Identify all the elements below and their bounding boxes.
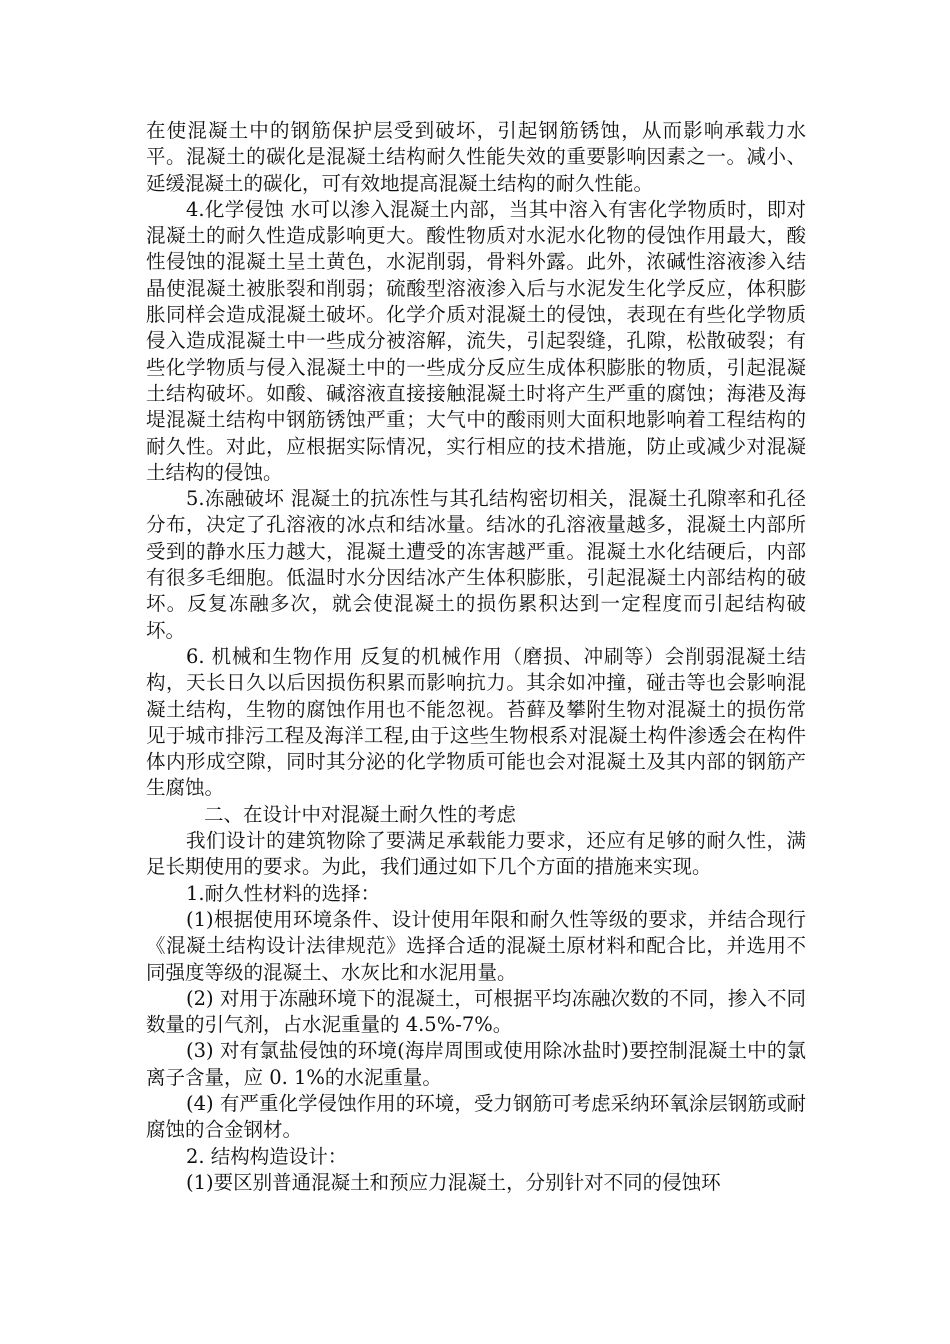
- document-body: [146, 118, 806, 1196]
- list-item-material-3: (3) 对有氯盐侵蚀的环境(海岸周围或使用除冰盐时)要控制混凝土中的氯离子含量，应 0. 1%的水泥重量。: [146, 1039, 806, 1089]
- paragraph-freeze-thaw: 5.冻融破坏 混凝土的抗冻性与其孔结构密切相关，混凝土孔隙率和孔径分布，决定了孔溶液的冰点和结冰量。结冰的孔溶液量越多，混凝土内部所受到的静水压力越大，混凝土遭受的冻害越严重。混凝土水化结硬后，内部有很多毛细胞。低温时水分因结冰产生体积膨胀，引起混凝土内部结构的破坏。反复冻融多次，就会使混凝土的损伤累积达到一定程度而引起结构破坏。: [146, 487, 806, 642]
- list-item-material-1: (1)根据使用环境条件、设计使用年限和耐久性等级的要求，并结合现行《混凝土结构设计法律规范》选择合适的混凝土原材料和配合比，并选用不同强度等级的混凝土、水灰比和水泥用量。: [146, 907, 806, 984]
- paragraph-mechanical-biological: 6. 机械和生物作用 反复的机械作用（磨损、冲刷等）会削弱混凝土结构，天长日久以后因损伤积累而影响抗力。其余如冲撞，碰击等也会影响混凝土结构，生物的腐蚀作用也不能忽视。苔藓及攀附生物对混凝土的损伤常见于城市排污工程及海洋工程,由于这些生物根系对混凝土构件渗透会在构件体内形成空隙，同时其分泌的化学物质可能也会对混凝土及其内部的钢筋产生腐蚀。: [146, 644, 806, 800]
- list-item-structural-1: (1)要区别普通混凝土和预应力混凝土，分别针对不同的侵蚀环: [186, 1170, 721, 1194]
- paragraph-design-intro: 我们设计的建筑物除了要满足承载能力要求，还应有足够的耐久性，满足长期使用的要求。为此，我们通过如下几个方面的措施来实现。: [146, 829, 806, 879]
- subheading-structural-design: 2. 结构构造设计：: [186, 1144, 348, 1168]
- subheading-material-selection: 1.耐久性材料的选择：: [186, 881, 381, 905]
- list-item-material-2: (2) 对用于冻融环境下的混凝土，可根据平均冻融次数的不同，掺入不同数量的引气剂，占水泥重量的 4.5%-7%。: [146, 986, 806, 1037]
- list-item-material-4: (4) 有严重化学侵蚀作用的环境，受力钢筋可考虑采纳环氧涂层钢筋或耐腐蚀的合金钢材。: [146, 1091, 806, 1142]
- section-heading-design: 二、在设计中对混凝土耐久性的考虑: [204, 802, 517, 826]
- paragraph-chemical-erosion: 4.化学侵蚀 水可以渗入混凝土内部，当其中溶入有害化学物质时，即对混凝土的耐久性造成影响更大。酸性物质对水泥水化物的侵蚀作用最大，酸性侵蚀的混凝土呈土黄色，水泥削弱，骨料外露。此外，浓碱性溶液渗入结晶使混凝土被胀裂和削弱；硫酸型溶液渗入后与水泥发生化学反应，体积膨胀同样会造成混凝土破坏。化学介质对混凝土的侵蚀，表现在有些化学物质侵入造成混凝土中一些成分被溶解，流失，引起裂缝，孔隙，松散破裂；有些化学物质与侵入混凝土中的一些成分反应生成体积膨胀的物质，引起混凝土结构破坏。如酸、碱溶液直接接触混凝土时将产生严重的腐蚀；海港及海堤混凝土结构中钢筋锈蚀严重；大气中的酸雨则大面积地影响着工程结构的耐久性。对此，应根据实际情况，实行相应的技术措施，防止或减少对混凝土结构的侵蚀。: [146, 197, 806, 484]
- paragraph-carbonation-continued: 在使混凝土中的钢筋保护层受到破坏，引起钢筋锈蚀，从而影响承载力水平。混凝土的碳化是混凝土结构耐久性能失效的重要影响因素之一。减小、延缓混凝土的碳化，可有效地提高混凝土结构的耐久性能。: [146, 119, 806, 195]
